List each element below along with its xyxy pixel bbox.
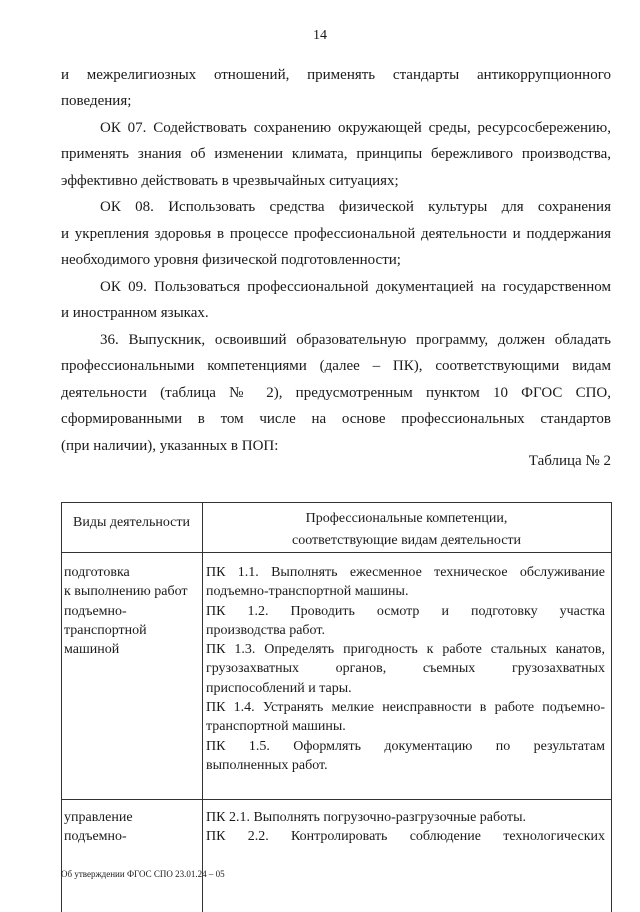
row2-activity: [64, 808, 201, 847]
table-border-row1: [61, 799, 612, 800]
competency-line: ПК 1.1. Выполнять ежесменное техническое обслуживание: [206, 565, 605, 580]
table-border-mid: [202, 502, 203, 912]
footer-note: Об утверждении ФГОС СПО 23.01.24 – 05: [61, 869, 225, 879]
competency-line: ПК 2.1. Выполнять погрузочно-разгрузочные работы.: [206, 810, 526, 825]
activity-line: подъемно-: [64, 603, 127, 619]
p36-line: деятельности (таблица № 2), предусмотренным пунктом 10 ФГОС СПО,: [61, 385, 611, 401]
competency-line: ПК 1.3. Определять пригодность к работе стальных канатов,: [206, 642, 605, 658]
activity-line: машиной: [64, 642, 120, 658]
ok08-line: необходимого уровня физической подготовленности;: [61, 252, 401, 268]
row1-activity: [64, 563, 201, 659]
text-line: и межрелигиозных отношений, применять стандарты антикоррупционного: [61, 67, 611, 83]
p36-line: профессиональными компетенциями (далее – ПК), соответствующими видам: [61, 358, 611, 374]
competency-line: подъемно-транспортной машины.: [206, 584, 409, 600]
row1-competencies: [206, 563, 605, 775]
activity-line: транспортной: [64, 622, 147, 638]
ok08-line: и укрепления здоровья в процессе профессиональной деятельности и поддержания: [61, 226, 611, 242]
header-activity: Виды деятельности: [72, 515, 190, 530]
ok07-line: применять знания об изменении климата, принципы бережливого производства,: [61, 146, 611, 162]
p36-line: (при наличии), указанных в ПОП:: [61, 438, 279, 454]
table-border-right: [611, 502, 612, 912]
competency-line: ПК 2.2. Контролировать соблюдение технологических: [206, 829, 605, 845]
ok08-line: ОК 08. Использовать средства физической культуры для сохранения: [100, 199, 611, 215]
competency-line: приспособлений и тары.: [206, 680, 352, 696]
activity-line: к выполнению работ: [64, 584, 188, 600]
table-border-top: [61, 502, 612, 503]
text-line: поведения;: [61, 93, 132, 109]
activity-line: подъемно-: [64, 829, 127, 845]
page-number: 14: [313, 28, 327, 43]
row2-competencies: [206, 808, 605, 847]
ok09-line: и иностранном языках.: [61, 305, 209, 321]
activity-line: подготовка: [64, 565, 130, 580]
table-border-left: [61, 502, 62, 912]
competency-line: ПК 1.2. Проводить осмотр и подготовку участка: [206, 603, 605, 619]
competency-line: ПК 1.4. Устранять мелкие неисправности в работе подъемно-: [206, 700, 605, 716]
ok09-line: ОК 09. Пользоваться профессиональной документацией на государственном: [100, 279, 611, 295]
table-border-header: [61, 552, 612, 553]
competency-line: ПК 1.5. Оформлять документацию по результатам: [206, 738, 605, 754]
p36-line: сформированными в том числе на основе профессиональных стандартов: [61, 411, 611, 427]
competency-line: выполненных работ.: [206, 757, 328, 773]
ok07-line: эффективно действовать в чрезвычайных ситуациях;: [61, 173, 399, 189]
competency-line: производства работ.: [206, 622, 325, 638]
activity-line: управление: [64, 810, 133, 825]
ok07-line: ОК 07. Содействовать сохранению окружающей среды, ресурсосбережению,: [100, 120, 611, 136]
competencies-table: [61, 502, 612, 912]
header-competencies: Профессиональные компетенции, соответствующие видам деятельности: [291, 511, 522, 548]
competency-line: транспортной машины.: [206, 719, 346, 735]
table-caption: Таблица № 2: [528, 453, 611, 469]
competency-line: грузозахватных органов, съемных грузозахватных: [206, 661, 605, 677]
p36-line: 36. Выпускник, освоивший образовательную программу, должен обладать: [100, 332, 611, 348]
